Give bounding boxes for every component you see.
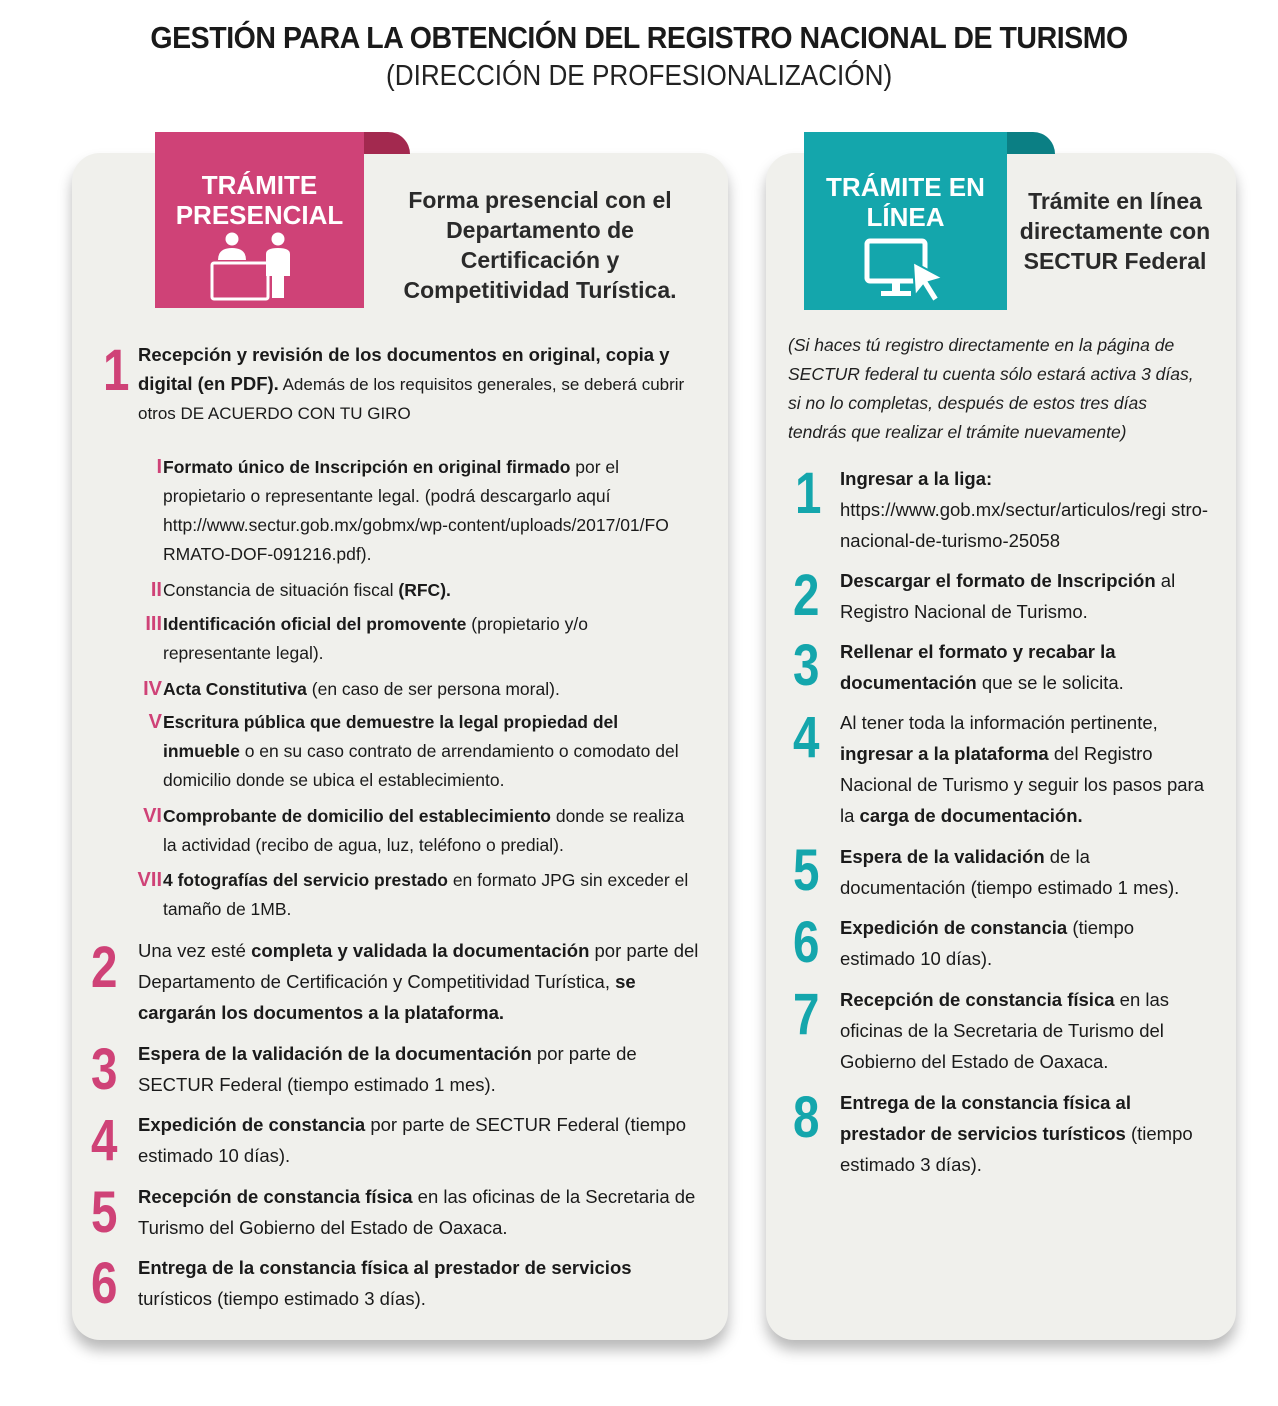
step-rest: al Registro Nacional de Turismo. <box>840 570 1176 622</box>
step-rest: por parte de SECTUR Federal (tiempo estimado 1 mes). <box>138 1043 637 1095</box>
step-rest: Además de los requisitos generales, se deberá cubrir otros DE ACUERDO CON TU GIRO <box>138 375 685 423</box>
step-bold: Expedición de constancia <box>840 917 1068 938</box>
roman-numeral: V <box>148 711 162 733</box>
step-number: 3 <box>793 633 820 698</box>
step-number: 2 <box>793 563 820 628</box>
step-rest: (tiempo estimado 10 días). <box>840 917 1135 969</box>
requirement-rest: (propietario y/o representante legal). <box>163 614 588 663</box>
requirement-bold: Comprobante de domicilio del establecimiento <box>163 806 551 826</box>
step-rest: (tiempo estimado 3 días). <box>840 1123 1193 1175</box>
step-bold: ingresar a la plataforma <box>840 743 1049 764</box>
step-bold: Entrega de la constancia física al prestador de servicios <box>138 1257 632 1278</box>
step-text <box>840 463 1210 556</box>
step-bold2: carga de documentación. <box>859 805 1083 826</box>
requirement-text <box>163 576 698 605</box>
step-bold: Descargar el formato de Inscripción <box>840 570 1156 591</box>
step-text <box>840 707 1210 831</box>
step-text <box>840 636 1210 698</box>
roman-numeral: IV <box>143 678 162 700</box>
requirement-bold: Identificación oficial del promovente <box>163 614 467 634</box>
requirement-bold: Acta Constitutiva <box>163 679 307 699</box>
requirement-text <box>163 453 698 569</box>
step-bold: completa y validada la documentación <box>251 940 590 961</box>
requirement-bold: Escritura pública que demuestre la legal propiedad del inmueble <box>163 712 619 761</box>
requirement-bold: Formato único de Inscripción en original firmado <box>163 457 571 477</box>
step-text <box>138 1252 700 1314</box>
step-pre: Una vez esté <box>138 940 252 961</box>
step-mid: del Registro Nacional de Turismo y seguir los pasos para la <box>840 743 1205 826</box>
step-bold: Espera de la validación <box>840 846 1045 867</box>
step-rest: por parte de SECTUR Federal (tiempo estimado 10 días). <box>138 1114 686 1166</box>
step-number: 5 <box>91 1180 118 1245</box>
step-text <box>840 1087 1210 1180</box>
step-number: 6 <box>793 910 820 975</box>
step-bold: Recepción de constancia física <box>138 1186 413 1207</box>
presencial-badge-fold <box>364 132 410 154</box>
computer-cursor-icon <box>861 238 951 308</box>
step-bold: Rellenar el formato y recabar la documentación <box>840 641 1116 693</box>
presencial-description: Forma presencial con el Departamento de Certificación y Competitividad Turística. <box>403 187 677 303</box>
requirement-text <box>163 802 698 860</box>
presencial-badge <box>155 132 364 308</box>
step-bold: Expedición de constancia <box>138 1114 366 1135</box>
requirement-rest: por el propietario o representante legal. (podrá descargarlo aquí http://www.sectur.gob.mx/gobmx/wp-content/uploads/2017/01/FO RMATO-DOF-091216.pdf). <box>163 457 669 564</box>
online-description: Trámite en línea directamente con SECTUR Federal <box>1019 188 1211 274</box>
step-text <box>840 565 1210 627</box>
step-rest: en las oficinas de la Secretaria de Turismo del Gobierno del Estado de Oaxaca. <box>840 989 1170 1072</box>
step-number: 4 <box>793 705 820 770</box>
step-number: 7 <box>793 982 820 1047</box>
step-bold2: se cargarán los documentos a la plataforma. <box>138 971 636 1023</box>
roman-numeral: I <box>156 456 162 478</box>
roman-numeral: VII <box>137 869 162 891</box>
step-number: 4 <box>91 1108 118 1173</box>
requirement-pre: Constancia de situación fiscal <box>163 580 399 600</box>
step-text <box>138 1181 700 1243</box>
roman-numeral: VI <box>143 805 162 827</box>
step-bold: Entrega de la constancia física al prestador de servicios turísticos <box>840 1092 1131 1144</box>
requirement-text <box>163 708 698 795</box>
page-subtitle: (DIRECCIÓN DE PROFESIONALIZACIÓN) <box>386 60 893 92</box>
online-badge-line1: TRÁMITE EN <box>826 172 985 202</box>
presencial-badge-line2: PRESENCIAL <box>175 200 344 230</box>
roman-numeral: II <box>150 579 162 601</box>
step-number: 1 <box>103 338 130 403</box>
step-number: 3 <box>91 1037 118 1102</box>
page-title: GESTIÓN PARA LA OBTENCIÓN DEL REGISTRO NACIONAL DE TURISMO <box>150 20 1128 55</box>
step-pre: Al tener toda la información pertinente, <box>840 712 1158 733</box>
step-number: 1 <box>795 461 822 526</box>
requirement-rest: donde se realiza la actividad (recibo de agua, luz, teléfono o predial). <box>163 806 685 855</box>
step-text <box>138 340 698 427</box>
online-badge-fold <box>1007 132 1055 154</box>
step-rest: que se le solicita. <box>976 672 1124 693</box>
requirement-text <box>163 675 698 704</box>
roman-numeral: III <box>145 613 162 635</box>
step-bold: Espera de la validación de la documentación <box>138 1043 532 1064</box>
requirement-text <box>163 866 698 924</box>
step-text <box>840 984 1210 1077</box>
step-number: 8 <box>793 1085 820 1150</box>
online-badge-line2: LÍNEA <box>866 202 945 232</box>
step-rest: https://www.gob.mx/sectur/articulos/regi stro-nacional-de-turismo-25058 <box>840 499 1209 551</box>
reception-desk-icon <box>210 232 310 302</box>
step-mid: por parte del Departamento de Certificación y Competitividad Turística, <box>138 940 699 992</box>
presencial-badge-line1: TRÁMITE <box>201 170 318 200</box>
step-bold: Ingresar a la liga: <box>840 468 993 489</box>
step-text <box>138 1038 700 1100</box>
step-bold: Recepción y revisión de los documentos en original, copia y digital (en PDF). <box>138 344 670 394</box>
step-number: 5 <box>793 838 820 903</box>
requirement-rest: o en su caso contrato de arrendamiento o comodato del domicilio donde se ubica el establecimiento. <box>163 741 679 790</box>
requirement-bold: (RFC). <box>398 580 451 600</box>
online-badge <box>804 132 1007 310</box>
step-text <box>840 912 1210 974</box>
online-note: (Si haces tú registro directamente en la página de SECTUR federal tu cuenta sólo estará activa 3 días, si no lo completas, después de estos tres días tendrás que realizar el trámite nuevamente) <box>788 335 1194 442</box>
step-number: 2 <box>91 935 118 1000</box>
requirement-rest: en formato JPG sin exceder el tamaño de 1MB. <box>163 870 689 919</box>
requirement-rest: (en caso de ser persona moral). <box>306 679 560 699</box>
step-bold: Recepción de constancia física <box>840 989 1115 1010</box>
requirement-bold: 4 fotografías del servicio prestado <box>163 870 448 890</box>
step-rest: turísticos (tiempo estimado 3 días). <box>138 1288 426 1309</box>
step-rest: de la documentación (tiempo estimado 1 mes). <box>840 846 1180 898</box>
step-text <box>138 935 700 1028</box>
requirement-text <box>163 610 698 668</box>
step-text <box>840 841 1210 903</box>
step-rest: en las oficinas de la Secretaria de Turismo del Gobierno del Estado de Oaxaca. <box>138 1186 696 1238</box>
step-number: 6 <box>91 1251 118 1316</box>
step-text <box>138 1109 700 1171</box>
